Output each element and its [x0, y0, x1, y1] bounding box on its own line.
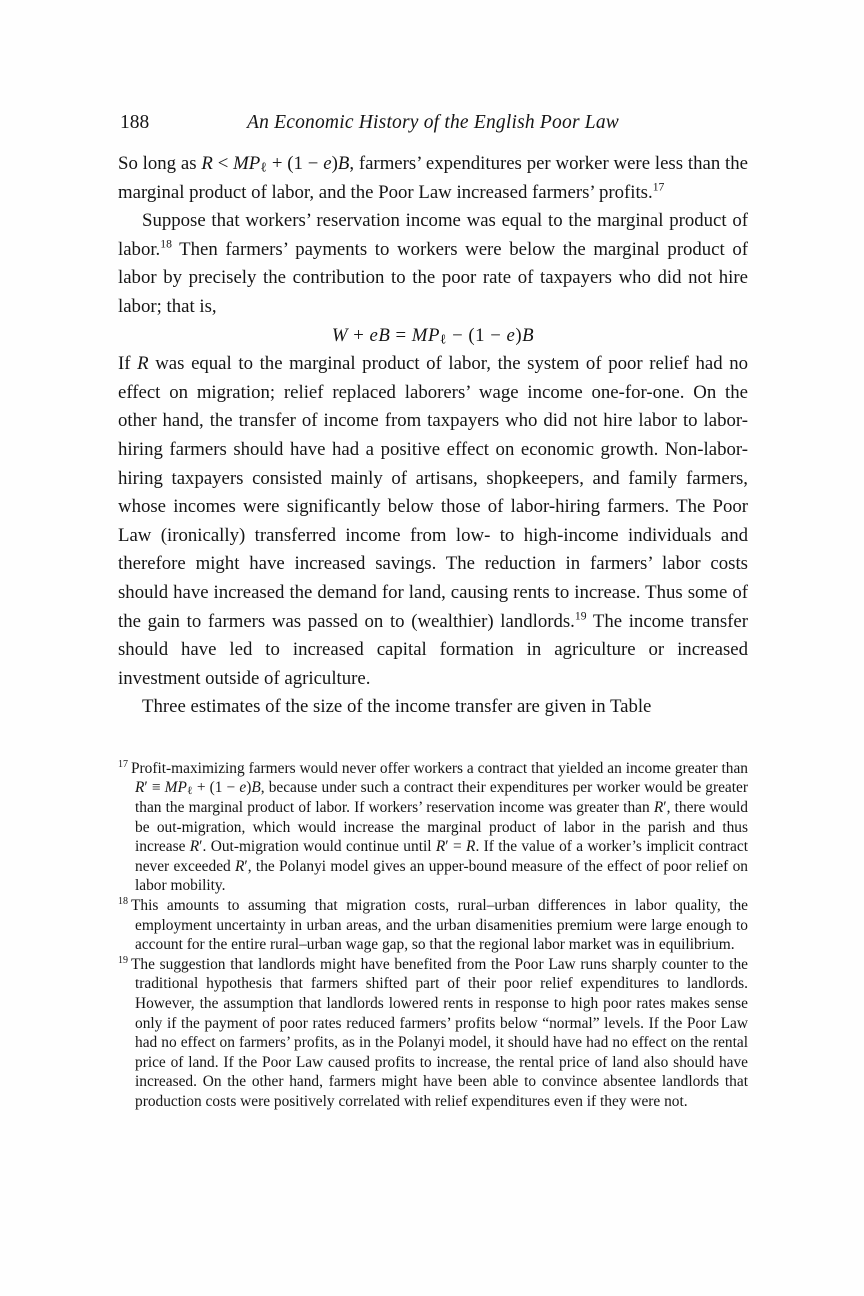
text-block — [118, 110, 748, 1112]
footnote-number: 17 — [118, 758, 128, 770]
body-paragraph: Suppose that workers’ reservation income was equal to the marginal product of labor.$^{18}$ Then farmers’ payments to workers were below the marginal product of labor by precisely the contribution to the poor rate of taxpayers who did not hire labor; that is, — [118, 210, 748, 317]
footnotes — [118, 759, 748, 1112]
running-title: An Economic History of the English Poor Law — [246, 112, 620, 133]
math-subscript: ℓ — [439, 330, 447, 346]
footnote: $^{19}$ The suggestion that landlords might have benefited from the Poor Law runs sharply counter to the traditional hypothesis that farmers shifted part of their poor relief expenditures to landlords. However, the assumption that landlords lowered rents in response to high poor rates makes sense only if the payment of poor rates reduced farmers’ profits below “normal” levels. If the Poor Law had no effect on farmers’ profits, as in the Polanyi model, it should have had no effect on the rental price of land. If the Poor Law caused profits to increase, the rental price of land also should have increased. On the other hand, farmers might have been able to convince absentee landlords that production costs were positively correlated with relief expenditures even if they were not. — [118, 954, 748, 1110]
running-head — [118, 110, 748, 136]
footnote: $^{17}$ Profit-maximizing farmers would never offer workers a contract that yielded an income greater than R′ ≡ MPℓ + (1 − e)B, because under such a contract their expenditures per worker would be greater than the marginal product of labor. If workers’ reservation income was greater than R′, there would be out-migration, which would increase the marginal product of labor in the parish and thus increase R′. Out-migration would continue until R′ = R. If the value of a worker’s implicit contract never exceeded R′, the Polanyi model gives an upper-bound measure of the effect of poor relief on labor mobility. — [118, 758, 748, 895]
math-subscript: ℓ — [260, 159, 268, 175]
displayed-equation: W + eB = MPℓ − (1 − e)B — [331, 324, 535, 346]
body-text — [118, 150, 748, 722]
page-number: 188 — [120, 112, 150, 133]
body-paragraph: So long as R < MPℓ + (1 − e)B, farmers’ expenditures per worker were less than the marginal product of labor, and the Poor Law increased farmers’ profits.$^{17}$ — [118, 153, 748, 203]
footnote-number: 19 — [118, 954, 128, 966]
footnote-number: 18 — [118, 895, 128, 907]
footnote: $^{18}$ This amounts to assuming that migration costs, rural–urban differences in labor quality, the employment uncertainty in urban areas, and the urban disamenities premium were large enough to account for the entire rural–urban wage gap, so that the regional labor market was in equilibrium. — [118, 895, 748, 954]
body-paragraph: If R was equal to the marginal product of labor, the system of poor relief had no effect on migration; relief replaced laborers’ wage income one-for-one. On the other hand, the transfer of income from taxpayers who did not hire labor to labor-hiring farmers should have had a positive effect on economic growth. Non-labor-hiring taxpayers consisted mainly of artisans, shopkeepers, and family farmers, whose incomes were significantly below those of labor-hiring farmers. The Poor Law (ironically) transferred income from low- to high-income individuals and therefore might have increased savings. The reduction in farmers’ labor costs should have increased the demand for land, causing rents to increase. Thus some of the gain to farmers was passed on to (wealthier) landlords.$^{19}$ The income transfer should have led to increased capital formation in agriculture or increased investment outside of agriculture. — [118, 353, 749, 689]
footnote-reference: 17 — [652, 180, 665, 194]
footnote-reference: 19 — [574, 609, 587, 623]
footnote-reference: 18 — [160, 237, 172, 251]
math-subscript: ℓ — [186, 785, 193, 798]
body-paragraph: Three estimates of the size of the income transfer are given in Table — [142, 696, 652, 718]
